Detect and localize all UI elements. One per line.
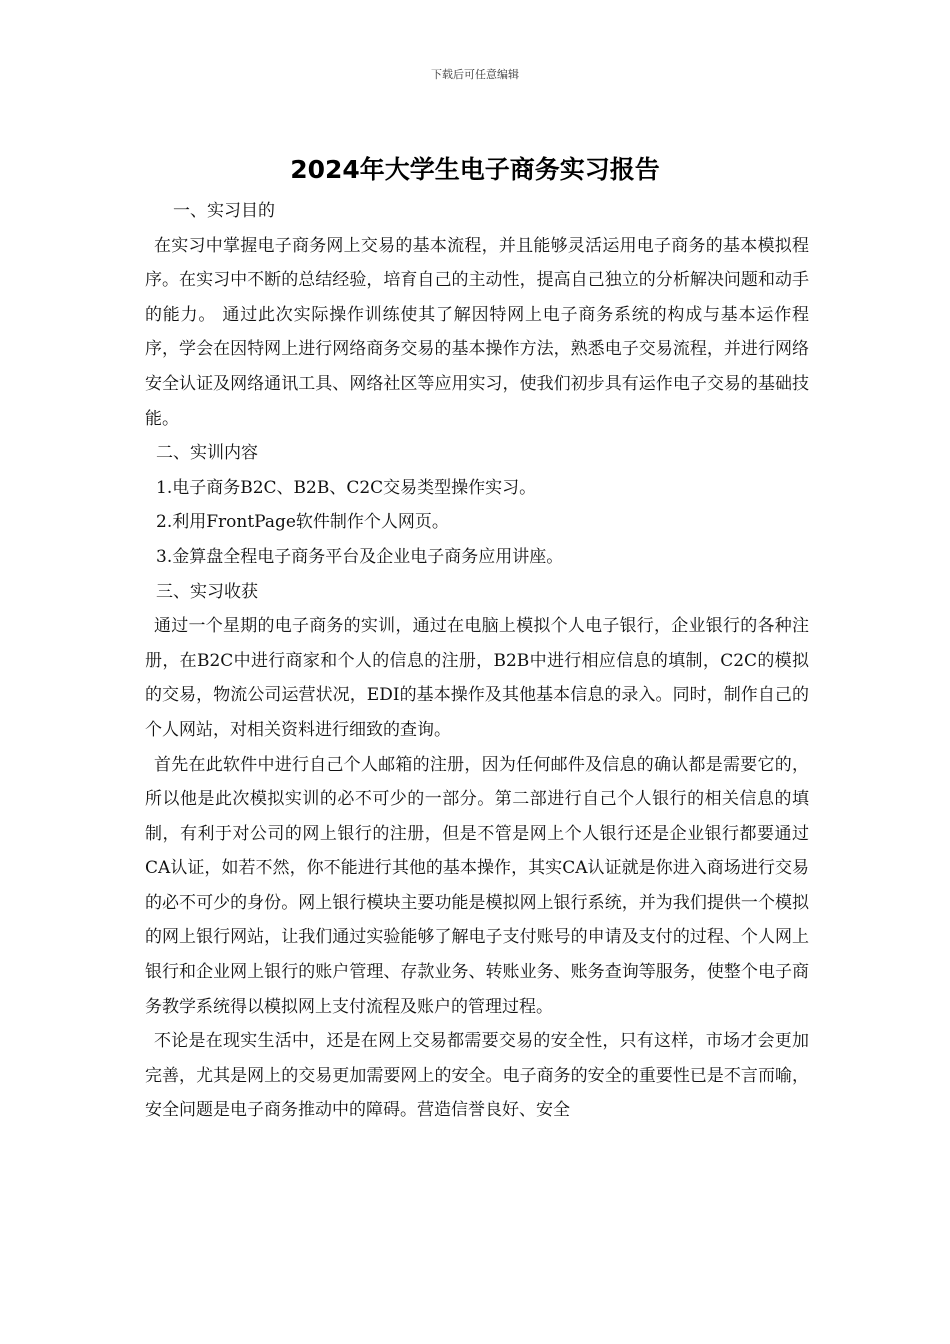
- section-heading-purpose: 一、实习目的: [173, 201, 275, 221]
- content-list-item: 3.金算盘全程电子商务平台及企业电子商务应用讲座。: [156, 546, 564, 567]
- document-body: [145, 194, 809, 1128]
- gains-paragraph-1: 通过一个星期的电子商务的实训，通过在电脑上模拟个人电子银行，企业银行的各种注册，在B2C中进行商家和个人的信息的注册，B2B中进行相应信息的填制，C2C的模拟的交易，物流公司运营状况，EDI的基本操作及其他基本信息的录入。同时，制作自己的个人网站，对相关资料进行细致的查询。: [145, 616, 809, 740]
- section-heading-content: 二、实训内容: [156, 443, 258, 464]
- document-title: 2024年大学生电子商务实习报告: [290, 155, 660, 184]
- section-heading-gains: 三、实习收获: [156, 581, 258, 602]
- content-list-item: 1.电子商务B2C、B2B、C2C交易类型操作实习。: [156, 477, 537, 498]
- gains-paragraph-3: 不论是在现实生活中，还是在网上交易都需要交易的安全性，只有这样，市场才会更加完善，尤其是网上的交易更加需要网上的安全。电子商务的安全的重要性已是不言而喻，安全问题是电子商务推动中的障碍。营造信誉良好、安全: [145, 1031, 809, 1121]
- gains-paragraph-2: 首先在此软件中进行自己个人邮箱的注册，因为任何邮件及信息的确认都是需要它的，所以他是此次模拟实训的必不可少的一部分。第二部进行自己个人银行的相关信息的填制，有利于对公司的网上银行的注册，但是不管是网上个人银行还是企业银行都要通过CA认证，如若不然，你不能进行其他的基本操作，其实CA认证就是你进入商场进行交易的必不可少的身份。网上银行模块主要功能是模拟网上银行系统，并为我们提供一个模拟的网上银行网站，让我们通过实验能够了解电子支付账号的申请及支付的过程、个人网上银行和企业网上银行的账户管理、存款业务、转账业务、账务查询等服务，使整个电子商务教学系统得以模拟网上支付流程及账户的管理过程。: [145, 754, 809, 1017]
- purpose-paragraph: 在实习中掌握电子商务网上交易的基本流程，并且能够灵活运用电子商务的基本模拟程序。在实习中不断的总结经验，培育自己的主动性，提高自己独立的分析解决问题和动手的能力。 通过此次实际操作训练使其了解因特网上电子商务系统的构成与基本运作程序，学会在因特网上进行网络商务交易的基本操作方法，熟悉电子交易流程，并进行网络安全认证及网络通讯工具、网络社区等应用实习，使我们初步具有运作电子交易的基础技能。: [145, 235, 809, 429]
- content-list-item: 2.利用FrontPage软件制作个人网页。: [156, 512, 449, 533]
- header-note: 下载后可任意编辑: [431, 68, 519, 81]
